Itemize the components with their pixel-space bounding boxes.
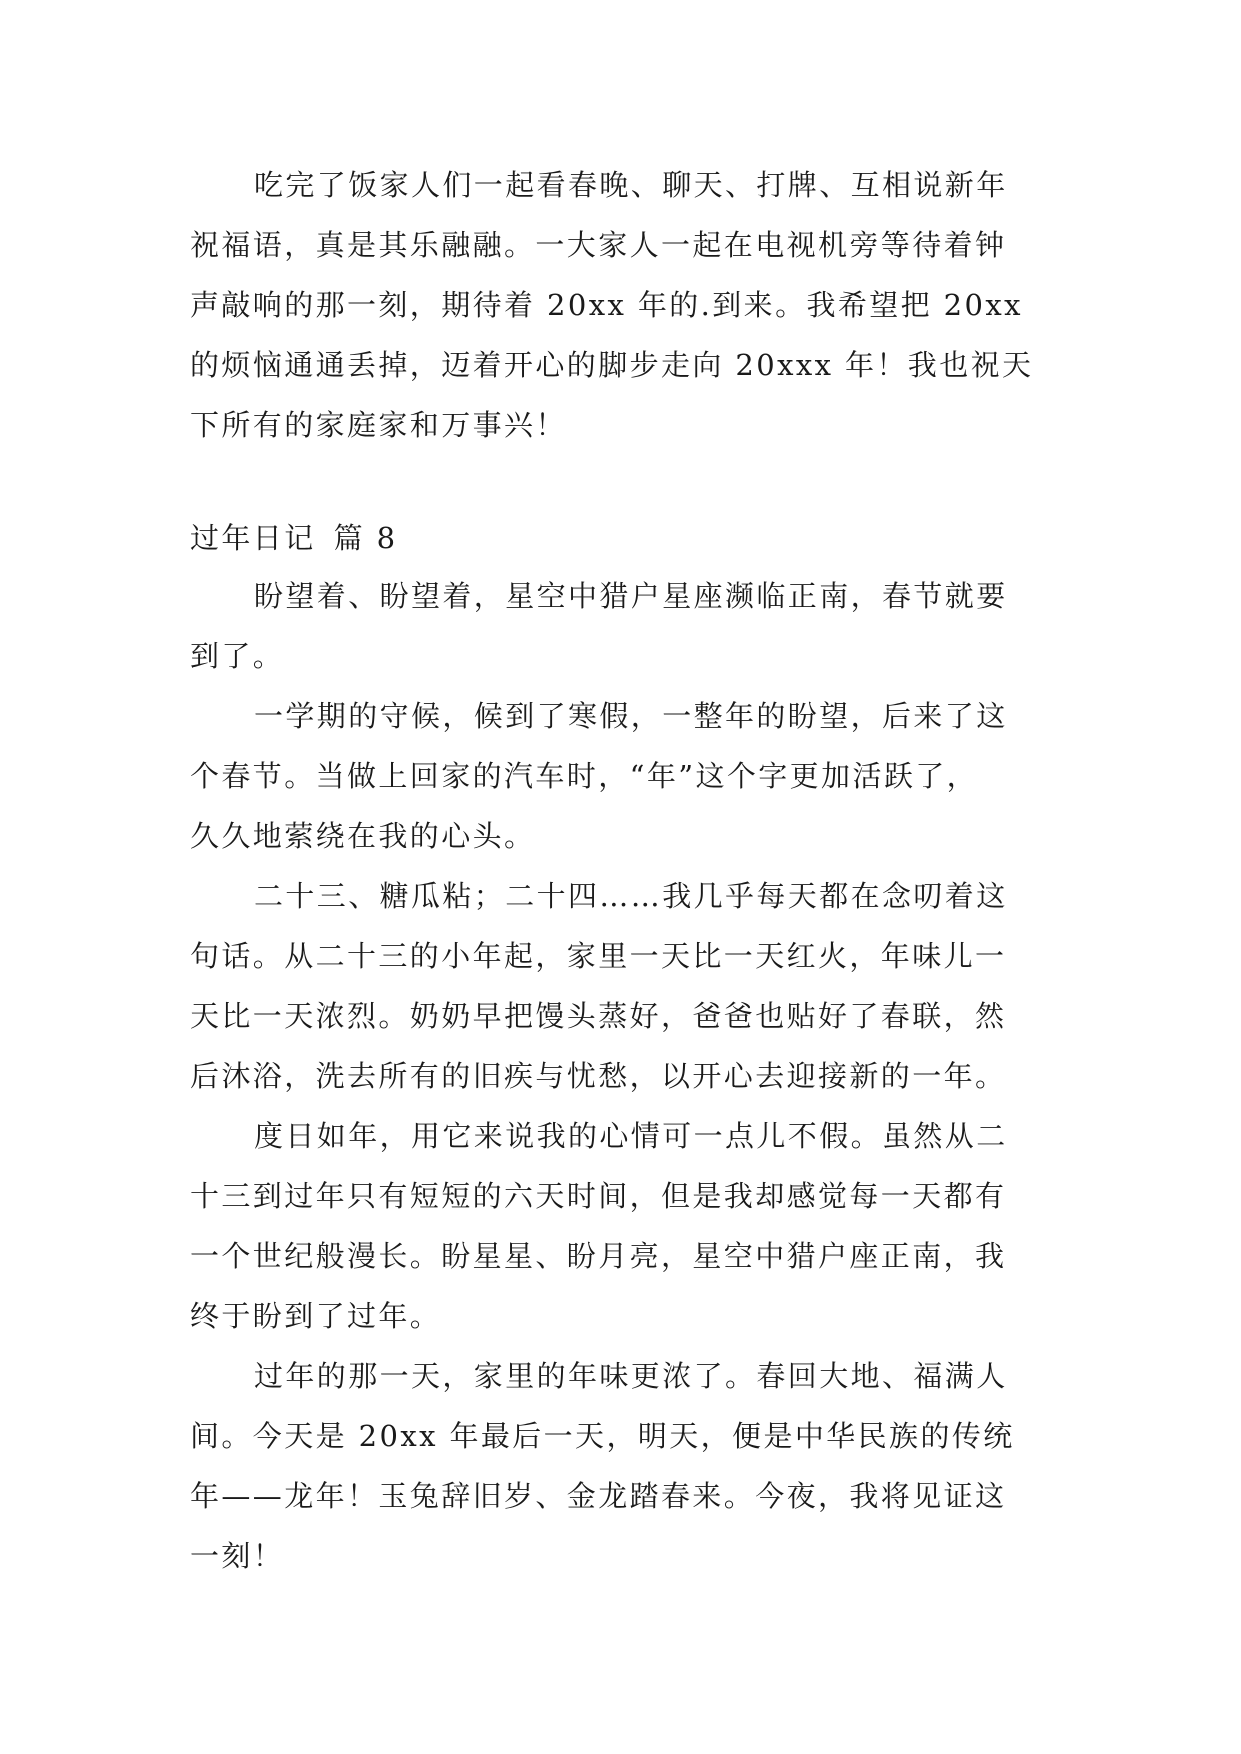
heading-part: 篇 8 xyxy=(333,521,398,555)
text-line: 十三到过年只有短短的六天时间，但是我却感觉每一天都有 xyxy=(190,1179,1007,1213)
heading-title: 过年日记 xyxy=(190,521,316,555)
text-line: 的烦恼通通丢掉，迈着开心的脚步走向 20xxx 年！我也祝天 xyxy=(190,348,1034,382)
paragraph-4 xyxy=(190,1106,1080,1346)
paragraph-2 xyxy=(190,686,1080,866)
text-line: 年——龙年！玉兔辞旧岁、金龙踏春来。今夜，我将见证这 xyxy=(190,1479,1007,1513)
text-line: 一学期的守候，候到了寒假，一整年的盼望，后来了这 xyxy=(254,699,1008,733)
text-line: 句话。从二十三的小年起，家里一天比一天红火，年味儿一 xyxy=(190,939,1007,973)
text-line: 个春节。当做上回家的汽车时，“年”这个字更加活跃了， xyxy=(190,759,979,793)
text-line: 后沐浴，洗去所有的旧疾与忧愁，以开心去迎接新的一年。 xyxy=(190,1059,1007,1093)
paragraph-5 xyxy=(190,1346,1080,1586)
text-line: 终于盼到了过年。 xyxy=(190,1299,442,1333)
text-line: 盼望着、盼望着，星空中猎户星座濒临正南，春节就要 xyxy=(254,579,1008,613)
text-line: 吃完了饭家人们一起看春晚、聊天、打牌、互相说新年 xyxy=(254,168,1008,202)
section-heading xyxy=(190,508,397,568)
text-line: 久久地萦绕在我的心头。 xyxy=(190,819,536,853)
paragraph-3 xyxy=(190,866,1080,1106)
text-line: 二十三、糖瓜粘；二十四……我几乎每天都在念叨着这 xyxy=(254,879,1008,913)
paragraph-1 xyxy=(190,566,1080,686)
text-line: 一刻！ xyxy=(190,1539,285,1573)
text-line: 到了。 xyxy=(190,639,285,673)
text-line: 天比一天浓烈。奶奶早把馒头蒸好，爸爸也贴好了春联，然 xyxy=(190,999,1007,1033)
paragraph-intro xyxy=(190,155,1080,455)
text-line: 过年的那一天，家里的年味更浓了。春回大地、福满人 xyxy=(254,1359,1008,1393)
text-line: 祝福语，真是其乐融融。一大家人一起在电视机旁等待着钟 xyxy=(190,228,1007,262)
text-line: 下所有的家庭家和万事兴！ xyxy=(190,408,567,442)
text-line: 度日如年，用它来说我的心情可一点儿不假。虽然从二 xyxy=(254,1119,1008,1153)
text-line: 间。今天是 20xx 年最后一天，明天，便是中华民族的传统 xyxy=(190,1419,1015,1453)
text-line: 一个世纪般漫长。盼星星、盼月亮，星空中猎户座正南，我 xyxy=(190,1239,1007,1273)
text-line: 声敲响的那一刻，期待着 20xx 年的.到来。我希望把 20xx xyxy=(190,288,1023,322)
